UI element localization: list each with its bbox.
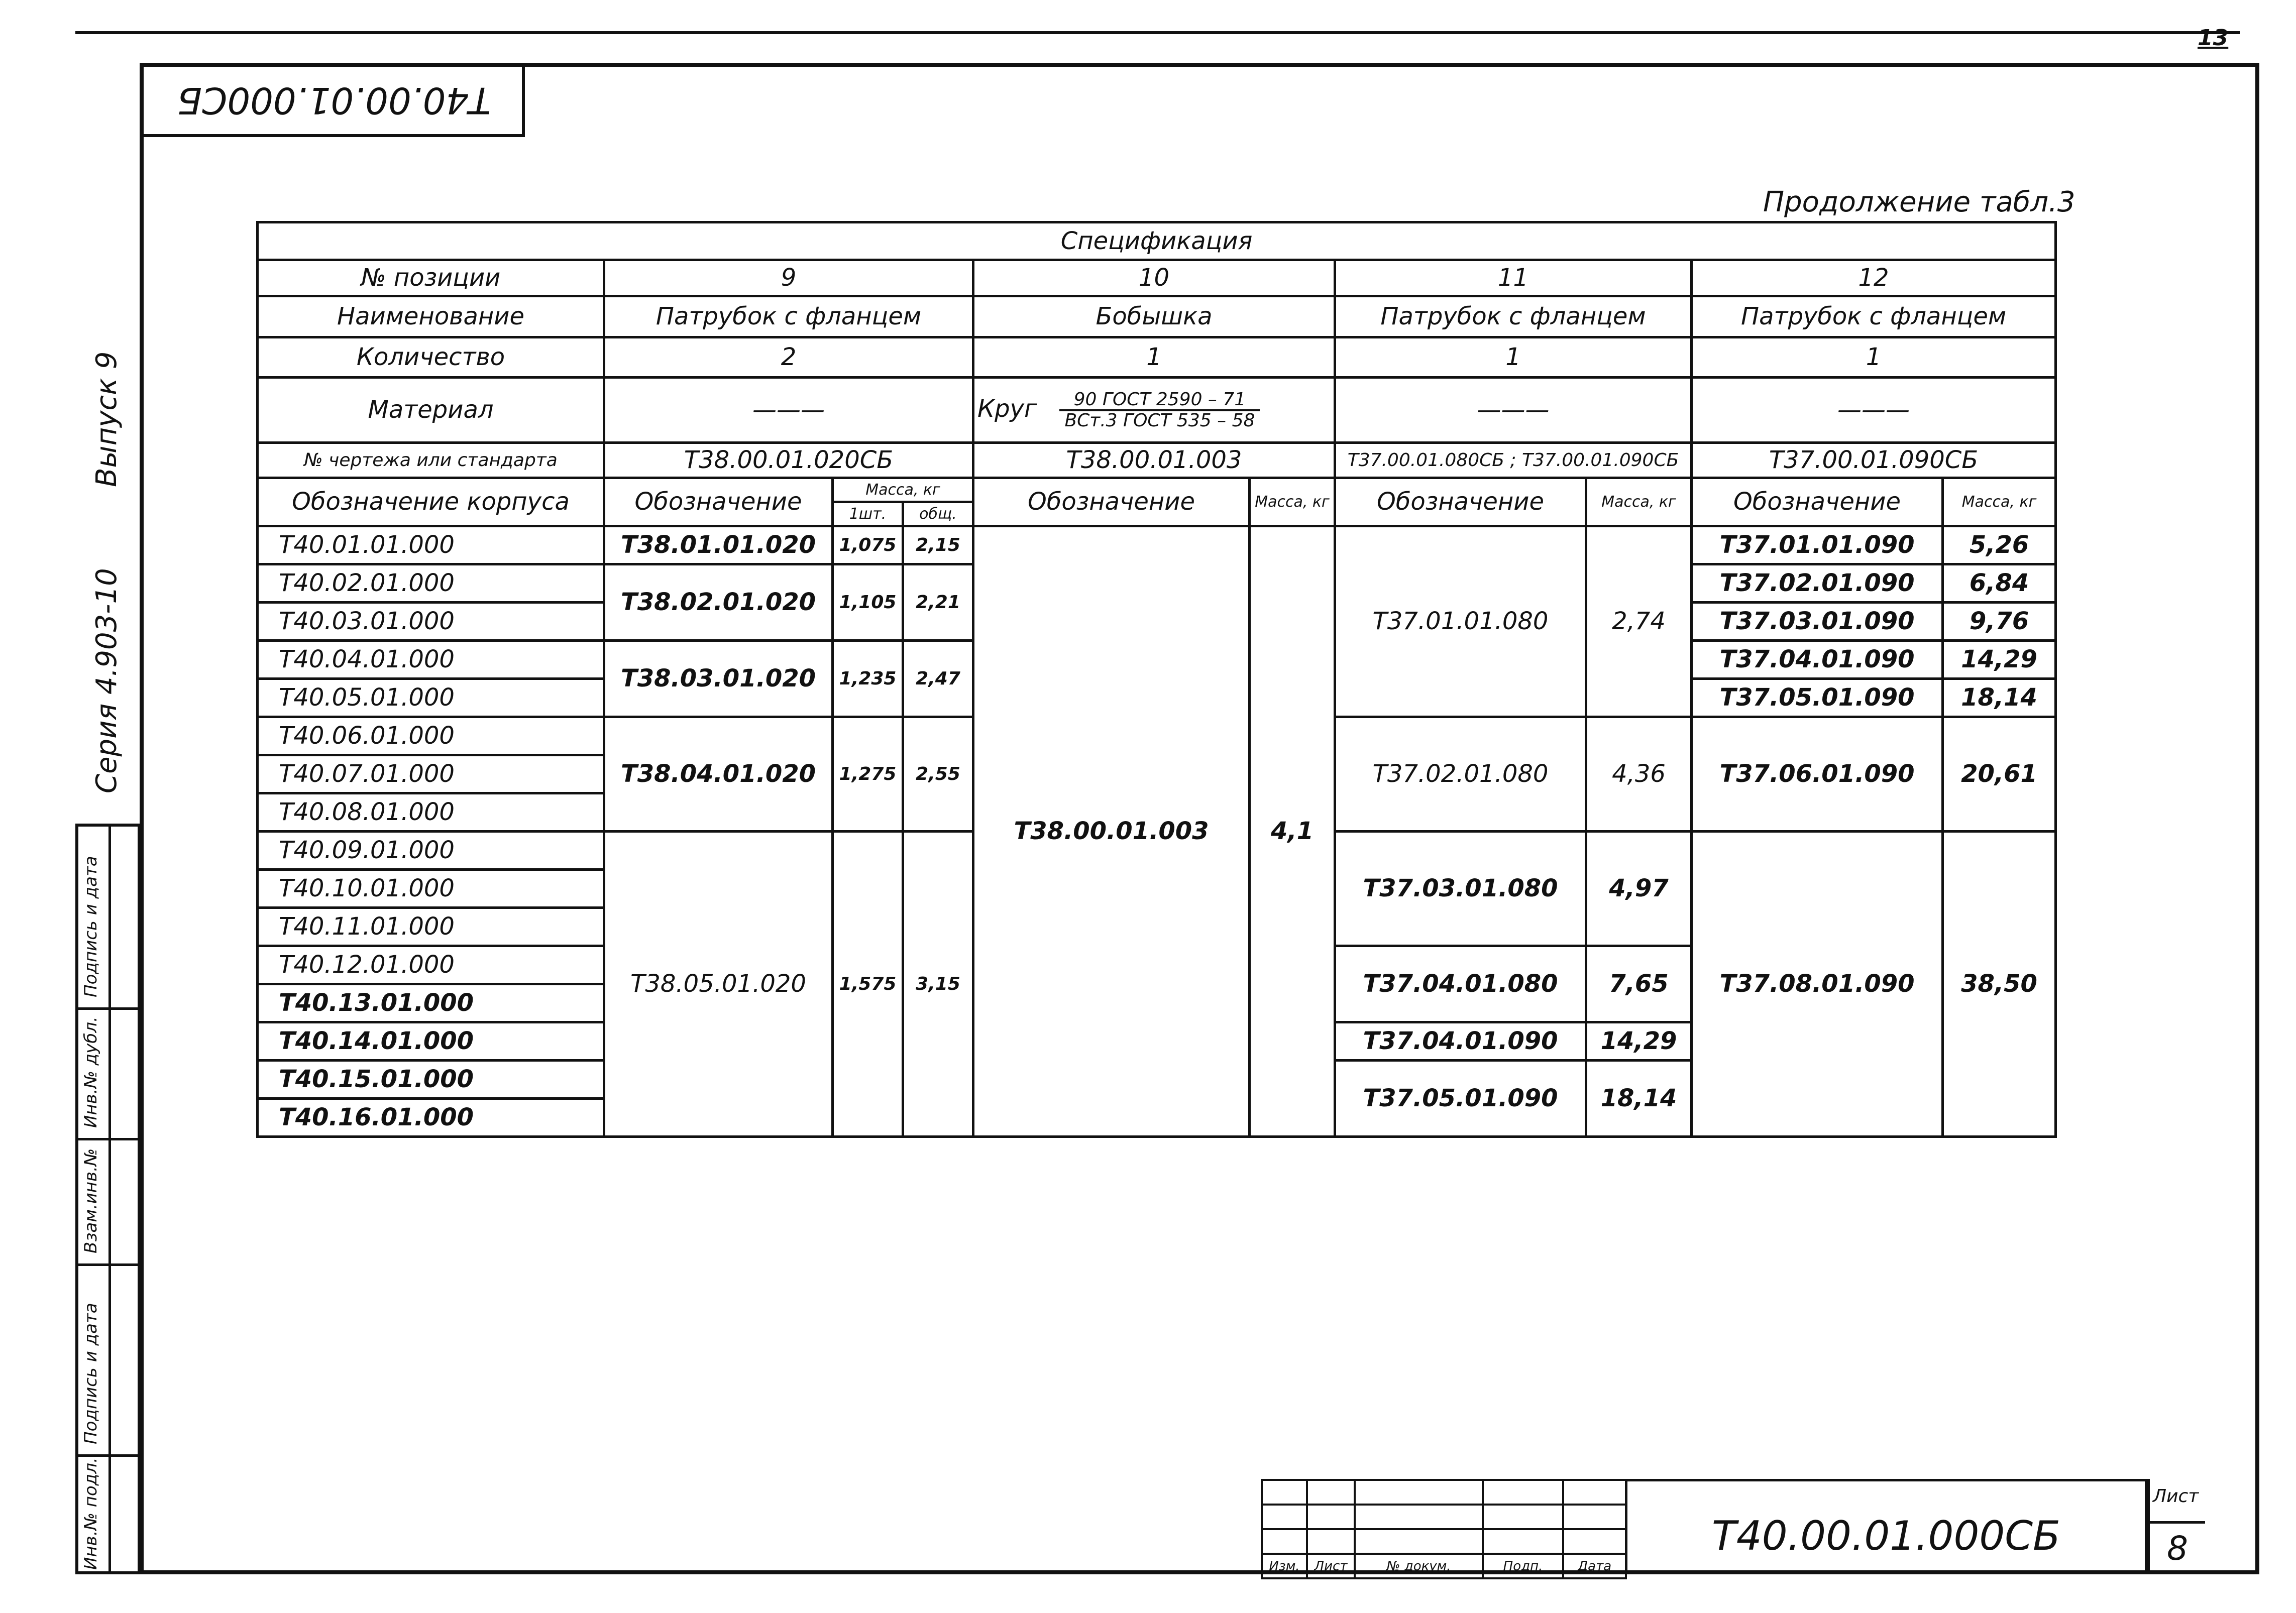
name-9: Патрубок с фланцем xyxy=(604,296,973,337)
p10-mass: 4,1 xyxy=(1250,526,1335,1137)
side-stamp-label: Инв.№ подл. xyxy=(81,1457,101,1570)
p11-mass: 7,65 xyxy=(1586,946,1692,1022)
p9-designation: Т38.02.01.020 xyxy=(604,564,833,641)
header-designation-10: Обозначение xyxy=(973,478,1250,526)
name-12: Патрубок с фланцем xyxy=(1692,296,2056,337)
side-stamp-rule xyxy=(78,1007,138,1010)
revision-col-label: Изм. xyxy=(1262,1554,1307,1578)
housing-cell: Т40.02.01.000 xyxy=(258,564,604,603)
side-stamp-rule xyxy=(78,1263,138,1266)
material-9: ——— xyxy=(604,378,973,443)
p12-designation: Т37.01.01.090 xyxy=(1692,526,1943,564)
header-mass-12: Масса, кг xyxy=(1943,478,2056,526)
p10-designation: Т38.00.01.003 xyxy=(973,526,1250,1137)
side-stamp-label: Инв.№ дубл. xyxy=(81,1016,101,1128)
revision-col-label: Подп. xyxy=(1483,1554,1563,1578)
revision-col-label: Дата xyxy=(1563,1554,1626,1578)
housing-cell: Т40.11.01.000 xyxy=(258,908,604,946)
material-fraction-num: 90 ГОСТ 2590 – 71 xyxy=(1059,390,1260,411)
p9-designation: Т38.01.01.020 xyxy=(604,526,833,564)
material-fraction xyxy=(1059,390,1260,430)
p12-designation: Т37.04.01.090 xyxy=(1692,641,1943,679)
sheet-label: Лист xyxy=(2153,1486,2199,1507)
specification-table xyxy=(256,221,2057,1138)
p9-designation: Т38.04.01.020 xyxy=(604,717,833,832)
continuation-note: Продолжение табл.3 xyxy=(1763,186,2075,218)
p9-mass-total: 3,15 xyxy=(903,832,973,1137)
p12-designation: Т37.08.01.090 xyxy=(1692,832,1943,1137)
housing-cell: Т40.12.01.000 xyxy=(258,946,604,984)
side-stamp-rule xyxy=(78,1454,138,1457)
housing-cell: Т40.15.01.000 xyxy=(258,1061,604,1099)
label-position: № позиции xyxy=(258,260,604,296)
p9-mass-total: 2,55 xyxy=(903,717,973,832)
name-10: Бобышка xyxy=(973,296,1335,337)
p11-mass: 4,36 xyxy=(1586,717,1692,832)
housing-cell: Т40.06.01.000 xyxy=(258,717,604,755)
p12-designation: Т37.05.01.090 xyxy=(1692,679,1943,717)
drawing-11: Т37.00.01.080СБ ; Т37.00.01.090СБ xyxy=(1335,443,1692,478)
p12-designation: Т37.06.01.090 xyxy=(1692,717,1943,832)
p11-designation: Т37.02.01.080 xyxy=(1335,717,1586,832)
p11-mass: 14,29 xyxy=(1586,1022,1692,1061)
position-9: 9 xyxy=(604,260,973,296)
p9-mass-each: 1,575 xyxy=(833,832,903,1137)
header-designation-11: Обозначение xyxy=(1335,478,1586,526)
p12-mass: 14,29 xyxy=(1943,641,2056,679)
p11-designation: Т37.04.01.080 xyxy=(1335,946,1586,1022)
header-designation-9: Обозначение xyxy=(604,478,833,526)
position-10: 10 xyxy=(973,260,1335,296)
housing-cell: Т40.04.01.000 xyxy=(258,641,604,679)
label-designation: Обозначение корпуса xyxy=(258,478,604,526)
material-12: ——— xyxy=(1692,378,2056,443)
p9-mass-each: 1,105 xyxy=(833,564,903,641)
drawing-12: Т37.00.01.090СБ xyxy=(1692,443,2056,478)
p12-mass: 5,26 xyxy=(1943,526,2056,564)
top-stamp-box xyxy=(143,64,525,137)
material-11: ——— xyxy=(1335,378,1692,443)
header-mass-9: Масса, кг xyxy=(833,478,973,502)
housing-cell: Т40.05.01.000 xyxy=(258,679,604,717)
quantity-12: 1 xyxy=(1692,337,2056,378)
p11-designation: Т37.01.01.080 xyxy=(1335,526,1586,717)
drawing-10: Т38.00.01.003 xyxy=(973,443,1335,478)
side-stamp-divider xyxy=(108,827,111,1571)
position-11: 11 xyxy=(1335,260,1692,296)
header-designation-12: Обозначение xyxy=(1692,478,1943,526)
p9-mass-each: 1,275 xyxy=(833,717,903,832)
p12-mass: 6,84 xyxy=(1943,564,2056,603)
page-number: 13 xyxy=(2198,25,2229,51)
revision-col-label: № докум. xyxy=(1355,1554,1483,1578)
quantity-9: 2 xyxy=(604,337,973,378)
housing-cell: Т40.07.01.000 xyxy=(258,755,604,793)
p12-mass: 18,14 xyxy=(1943,679,2056,717)
quantity-11: 1 xyxy=(1335,337,1692,378)
top-stamp-text: Т40.00.01.000СБ xyxy=(177,79,491,122)
p11-mass: 2,74 xyxy=(1586,526,1692,717)
series-label: Серия 4.903-10 xyxy=(90,568,123,793)
p9-mass-total: 2,21 xyxy=(903,564,973,641)
housing-cell: Т40.13.01.000 xyxy=(258,984,604,1022)
spec-title: Спецификация xyxy=(258,222,2056,260)
title-block xyxy=(1261,1479,2259,1574)
p9-mass-total: 2,47 xyxy=(903,641,973,717)
p9-designation: Т38.03.01.020 xyxy=(604,641,833,717)
side-stamp-label: Подпись и дата xyxy=(81,1303,101,1444)
p11-mass: 18,14 xyxy=(1586,1061,1692,1137)
material-10 xyxy=(973,378,1335,443)
p9-designation: Т38.05.01.020 xyxy=(604,832,833,1137)
issue-label: Выпуск 9 xyxy=(90,351,123,487)
sheet-box xyxy=(2147,1479,2205,1574)
p9-mass-each: 1,075 xyxy=(833,526,903,564)
p9-mass-each: 1,235 xyxy=(833,641,903,717)
position-12: 12 xyxy=(1692,260,2056,296)
header-mass-11: Масса, кг xyxy=(1586,478,1692,526)
material-krug: Круг xyxy=(977,394,1037,423)
quantity-10: 1 xyxy=(973,337,1335,378)
material-fraction-den: ВСт.3 ГОСТ 535 – 58 xyxy=(1064,410,1255,431)
label-quantity: Количество xyxy=(258,337,604,378)
name-11: Патрубок с фланцем xyxy=(1335,296,1692,337)
side-stamp-label: Взам.инв.№ xyxy=(81,1148,101,1253)
housing-cell: Т40.01.01.000 xyxy=(258,526,604,564)
p12-mass: 20,61 xyxy=(1943,717,2056,832)
document-number-box xyxy=(1625,1479,2147,1574)
header-mass-10: Масса, кг xyxy=(1250,478,1335,526)
revision-grid xyxy=(1261,1479,1627,1579)
header-mass-total: общ. xyxy=(903,502,973,526)
p12-designation: Т37.02.01.090 xyxy=(1692,564,1943,603)
p11-designation: Т37.05.01.090 xyxy=(1335,1061,1586,1137)
top-rule xyxy=(75,31,2240,34)
housing-cell: Т40.16.01.000 xyxy=(258,1099,604,1137)
sheet-number: 8 xyxy=(2150,1521,2205,1574)
drawing-9: Т38.00.01.020СБ xyxy=(604,443,973,478)
label-material: Материал xyxy=(258,378,604,443)
revision-col-label: Лист xyxy=(1307,1554,1355,1578)
side-stamp-rule xyxy=(78,1138,138,1140)
p12-designation: Т37.03.01.090 xyxy=(1692,603,1943,641)
housing-cell: Т40.14.01.000 xyxy=(258,1022,604,1061)
side-stamp xyxy=(75,824,141,1574)
p12-mass: 9,76 xyxy=(1943,603,2056,641)
p11-mass: 4,97 xyxy=(1586,832,1692,946)
housing-cell: Т40.09.01.000 xyxy=(258,832,604,870)
side-stamp-label: Подпись и дата xyxy=(81,856,101,997)
p9-mass-total: 2,15 xyxy=(903,526,973,564)
housing-cell: Т40.10.01.000 xyxy=(258,870,604,908)
label-name: Наименование xyxy=(258,296,604,337)
housing-cell: Т40.08.01.000 xyxy=(258,793,604,832)
label-drawing: № чертежа или стандарта xyxy=(258,443,604,478)
housing-cell: Т40.03.01.000 xyxy=(258,603,604,641)
header-mass-each: 1шт. xyxy=(833,502,903,526)
document-number: Т40.00.01.000СБ xyxy=(1712,1513,2060,1559)
p12-mass: 38,50 xyxy=(1943,832,2056,1137)
p11-designation: Т37.04.01.090 xyxy=(1335,1022,1586,1061)
p11-designation: Т37.03.01.080 xyxy=(1335,832,1586,946)
